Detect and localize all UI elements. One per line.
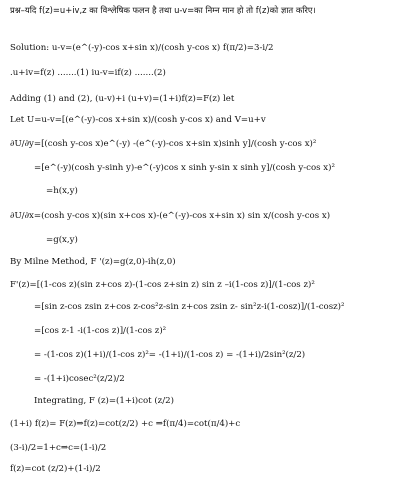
equation-line: Let U=u-v=[(e^(-y)-cos x+sin x)/(cosh y-cos x) and V=u+v [10, 115, 266, 125]
equation-line: (3-i)/2=1+c⇒c=(1-i)/2 [10, 443, 107, 453]
equation-line: Adding (1) and (2), (u-v)+i (u+v)=(1+i)f(z)=F(z) let [10, 94, 235, 104]
equation-line: (1+i) f(z)= F(z)⇒f(z)=cot(z/2) +c ⇒f(π/4)=cot(π/4)+c [10, 419, 241, 429]
final-answer-line: f(z)=cot (z/2)+(1-i)/2 [10, 464, 101, 474]
question-line: प्रश्न–यदि f(z)=u+iv,z का विश्लेषिक फलन है तथा u-v=का निम्न मान हो तो f(z)को ज्ञात करिए। [10, 5, 316, 15]
equation-line: =[cos z-1 -i(1-cos z)]/(1-cos z)² [34, 326, 167, 336]
equation-line: Integrating, F (z)=(1+i)cot (z/2) [34, 396, 174, 406]
equation-line: =h(x,y) [46, 186, 78, 196]
equation-line: ∂U/∂y=[(cosh y-cos x)e^(-y) -(e^(-y)-cos x+sin x)sinh y]/(cosh y-cos x)² [10, 139, 317, 149]
equation-line: ∂U/∂x=(cosh y-cos x)(sin x+cos x)-(e^(-y)-cos x+sin x) sin x/(cosh y-cos x) [10, 211, 331, 221]
equation-line: F'(z)=[(1-cos z)(sin z+cos z)-(1-cos z+sin z) sin z –i(1-cos z)]/(1-cos z)² [10, 280, 315, 290]
equation-line: =[e^(-y)(cosh y-sinh y)-e^(-y)cos x sinh y-sin x sinh y]/(cosh y-cos x)² [34, 163, 335, 173]
equation-line: = -(1-cos z)(1+i)/(1-cos z)²= -(1+i)/(1-cos z) = -(1+i)/2sin²(z/2) [34, 350, 306, 360]
equation-line: =g(x,y) [46, 235, 78, 245]
equation-line: = -(1+i)cosec²(z/2)/2 [34, 374, 125, 384]
equation-line: .u+iv=f(z) .......(1) iu-v=if(z) .......(2) [10, 68, 166, 78]
equation-line: =[sin z-cos zsin z+cos z-cos²z-sin z+cos zsin z- sin²z-i(1-cosz)]/(1-cosz)² [34, 302, 345, 312]
solution-line: Solution: u-v=(e^(-y)-cos x+sin x)/(cosh y-cos x) f(π/2)=3-i/2 [10, 43, 274, 53]
section-line: By Milne Method, F '(z)=g(z,0)-ih(z,0) [10, 257, 176, 267]
